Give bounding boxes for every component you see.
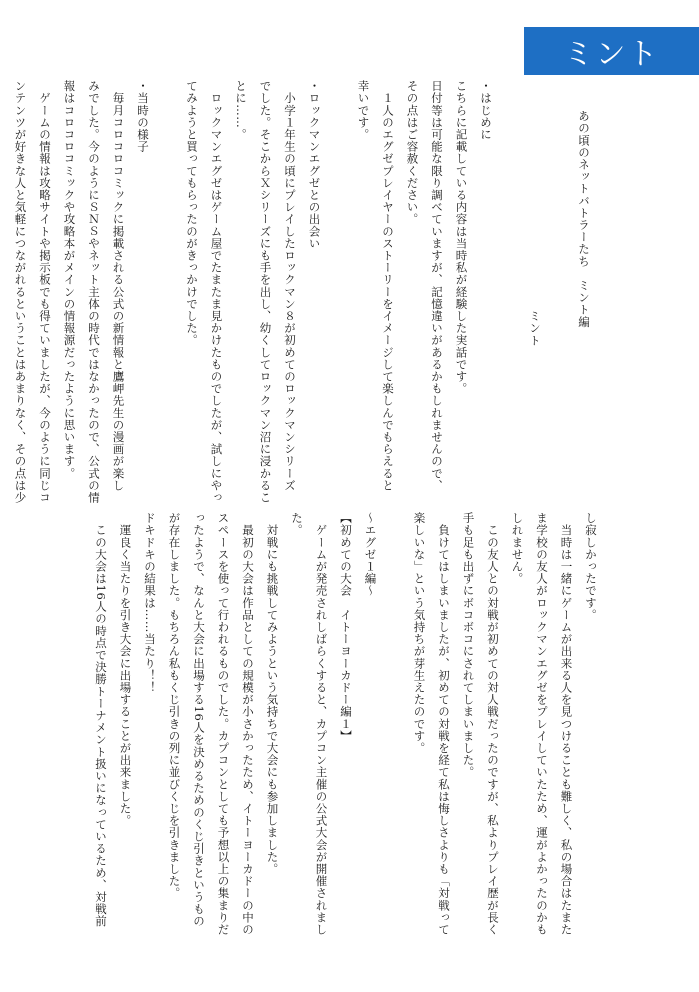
text-line: 手も足も出ずにボコボコにされてしまいました。 [461, 512, 476, 779]
text-line: てみようと買ってもらったのがきっかけでした。 [185, 80, 199, 347]
text-line: とに……。 [234, 80, 248, 141]
text-line: この友人との対戦が初めての対人戦だったのですが、私よりプレイ歴が長く [486, 512, 500, 936]
text-line: が存在しました。もちろん私もくじ引きの列に並びくじを引きました。 [167, 512, 182, 900]
text-line: みでした。今のようにＳＮＳやネット主体の時代ではなかったので、公式の情 [87, 80, 101, 504]
text-line: ・当時の様子 [136, 80, 150, 153]
text-line: １人のエグゼプレイヤーのストーリーをイメージして楽しんでもらえると [381, 80, 395, 492]
text-line: 毎月コロコロコミックに掲載される公式の新情報と鷹岬先生の漫画が楽し [111, 80, 126, 492]
text-line: ンテンツが好きな人と気軽につながれるということはあまりなく、その点は少 [13, 80, 28, 504]
section-tab-badge [524, 27, 699, 75]
text-line: ま学校の友人がロックマンエグゼをプレイしていたため、運がよかったのかも [535, 512, 549, 936]
text-line: 報はコロコロコミックや攻略本がメインの情報源だったように思います。 [62, 80, 77, 480]
text-line: ったようで、なんと大会に出場する16人を決めるためのくじ引きというもの [192, 512, 206, 928]
text-line: 最初の大会は作品としての規模が小さかったため、イトーヨーカドーの中の [241, 512, 255, 936]
text-line: 当時は一緒にゲームが出来る人を見つけることも難しく、私の場合はたまた [559, 512, 574, 936]
top-body-text [8, 80, 498, 504]
spacer [547, 80, 572, 500]
text-line: その点はご容赦ください。 [405, 80, 420, 226]
spacer [498, 80, 523, 500]
text-line: でした。そこからＸシリーズにも手を出し、幼くしてロックマン沼に浸かるこ [258, 80, 273, 504]
text-line: ～エグゼ１編～ [363, 512, 378, 597]
text-line: スペースを使って行われるものでした。カプコンとしても予想以上の集まりだ [216, 512, 231, 936]
document-title: あの頃のネットバトラーたち ミント編 [577, 110, 591, 328]
blank-line [155, 80, 180, 500]
text-line: 日付等は可能な限り調べていますが、記憶違いがあるかもしれませんので、 [430, 80, 444, 492]
text-line: 幸いです。 [356, 80, 371, 141]
blank-line [327, 80, 352, 500]
text-line: 【初めての大会 イトーヨーカドー編１】 [339, 512, 353, 742]
text-line: し寂しかったです。 [584, 512, 598, 621]
bottom-text-column [66, 512, 603, 936]
text-line: 小学１年生の頃にプレイしたロックマン８が初めてのロックマンシリーズ [283, 80, 297, 492]
text-line: ゲームが発売されしばらくすると、カプコン主催の公式大会が開催されまし [314, 512, 329, 936]
section-tab-label: ミント [563, 37, 660, 72]
text-line: しれません。 [510, 512, 525, 585]
text-line: ・ロックマンエグゼとの出会い [307, 80, 322, 250]
author-name: ミント [528, 310, 542, 347]
text-line: た。 [290, 512, 304, 537]
text-line: 対戦にも挑戦してみようという気持ちで大会にも参加しました。 [265, 512, 280, 875]
top-text-column [13, 80, 596, 504]
text-line: この大会は16人の時点で決勝トーナメント扱いになっているため、対戦前 [94, 512, 108, 928]
bottom-body-text [89, 512, 604, 936]
blank-line [383, 512, 408, 932]
text-line: 負けてはしまいましたが、初めての対戦を経て私は悔しさよりも「対戦って [437, 512, 451, 936]
text-line: ロックマンエグゼはゲーム屋でたまたま見かけたものでしたが、試しにやっ [209, 80, 224, 504]
text-line: 運良く当たりを引き大会に出場することが出来ました。 [118, 512, 133, 827]
text-line: こちらに記載している内容は当時私が経験した実話です。 [454, 80, 469, 395]
text-line: ドキドキの結果は……当たり！！ [143, 512, 157, 694]
text-line: ・はじめに [479, 80, 493, 141]
text-line: ゲームの情報は攻略サイトや掲示板でも得ていましたが、今のように同じコ [38, 80, 52, 504]
text-line: 楽しいな」という気持ちが芽生えたのです。 [412, 512, 427, 754]
